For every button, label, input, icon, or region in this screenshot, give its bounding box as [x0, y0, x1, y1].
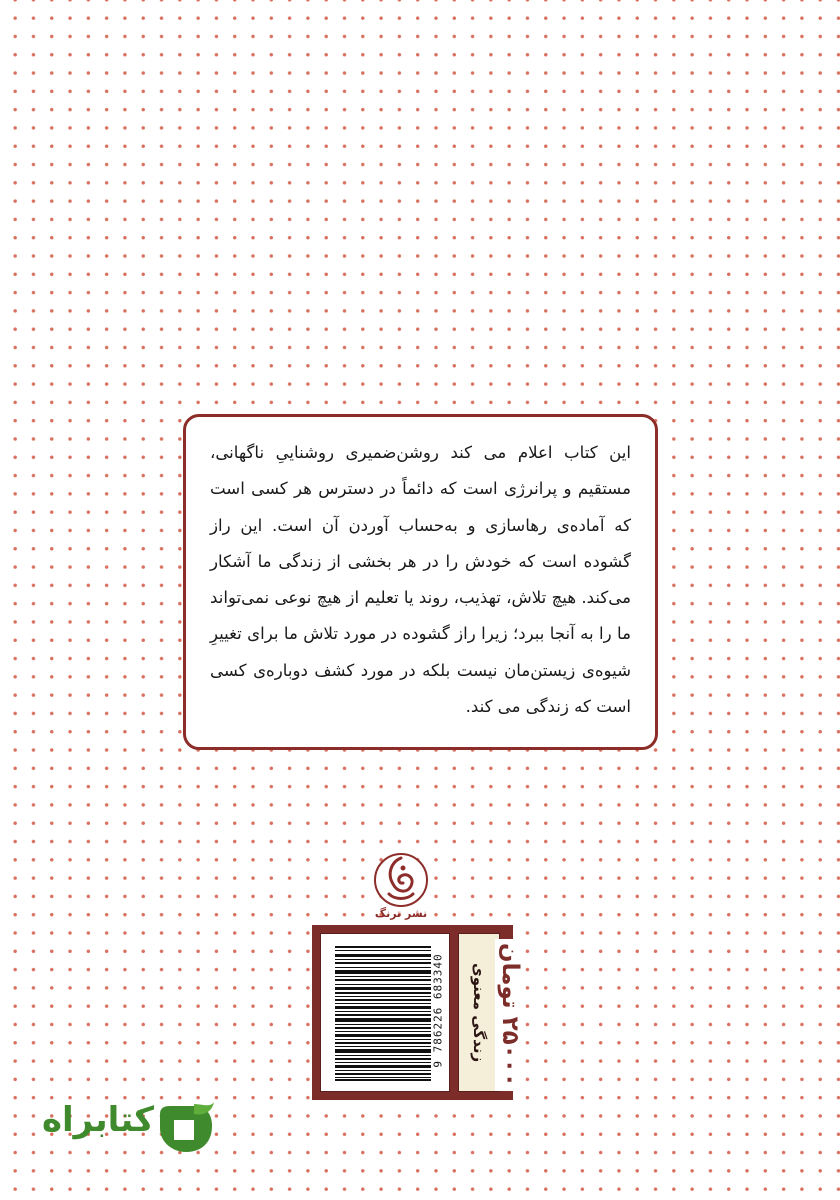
price-label-wrap [482, 930, 538, 1100]
brand-name: کتابراه [41, 1100, 154, 1140]
blurb-text: این کتاب اعلام می کند روشن‌ضمیری روشناییِ ناگهانی، مستقیم و پرانرژی است که دائماً در دسترس هر کسی است که آماده‌ی رهاسازی و به‌حساب آوردن آن است. این راز گشوده است که خودش را در هر بخشی از زندگی ما آشکار می‌کند. هیچ تلاش، تهذیب، روند یا تعلیم از هیچ نوعی نمی‌تواند ما را به آنجا ببرد؛ زیرا راز گشوده در مورد تلاش ما برای تغییرِ شیوه‌ی زیستن‌مان نیست بلکه در مورد کشف دوباره‌ی کسی است که زندگی می کند. [210, 443, 631, 717]
book-title: زندگی معنوی [470, 962, 488, 1063]
book-leaf-icon [154, 1100, 216, 1156]
price-text: ۲۵۰۰۰ تومان [495, 939, 525, 1091]
publisher-name: نشر ترنگ [374, 907, 428, 920]
isbn-text: 9 786226 683340 [431, 953, 445, 1068]
barcode-icon [335, 946, 431, 1081]
blurb-box [183, 414, 658, 750]
watermark-brand [36, 1086, 216, 1166]
barcode [320, 933, 450, 1092]
